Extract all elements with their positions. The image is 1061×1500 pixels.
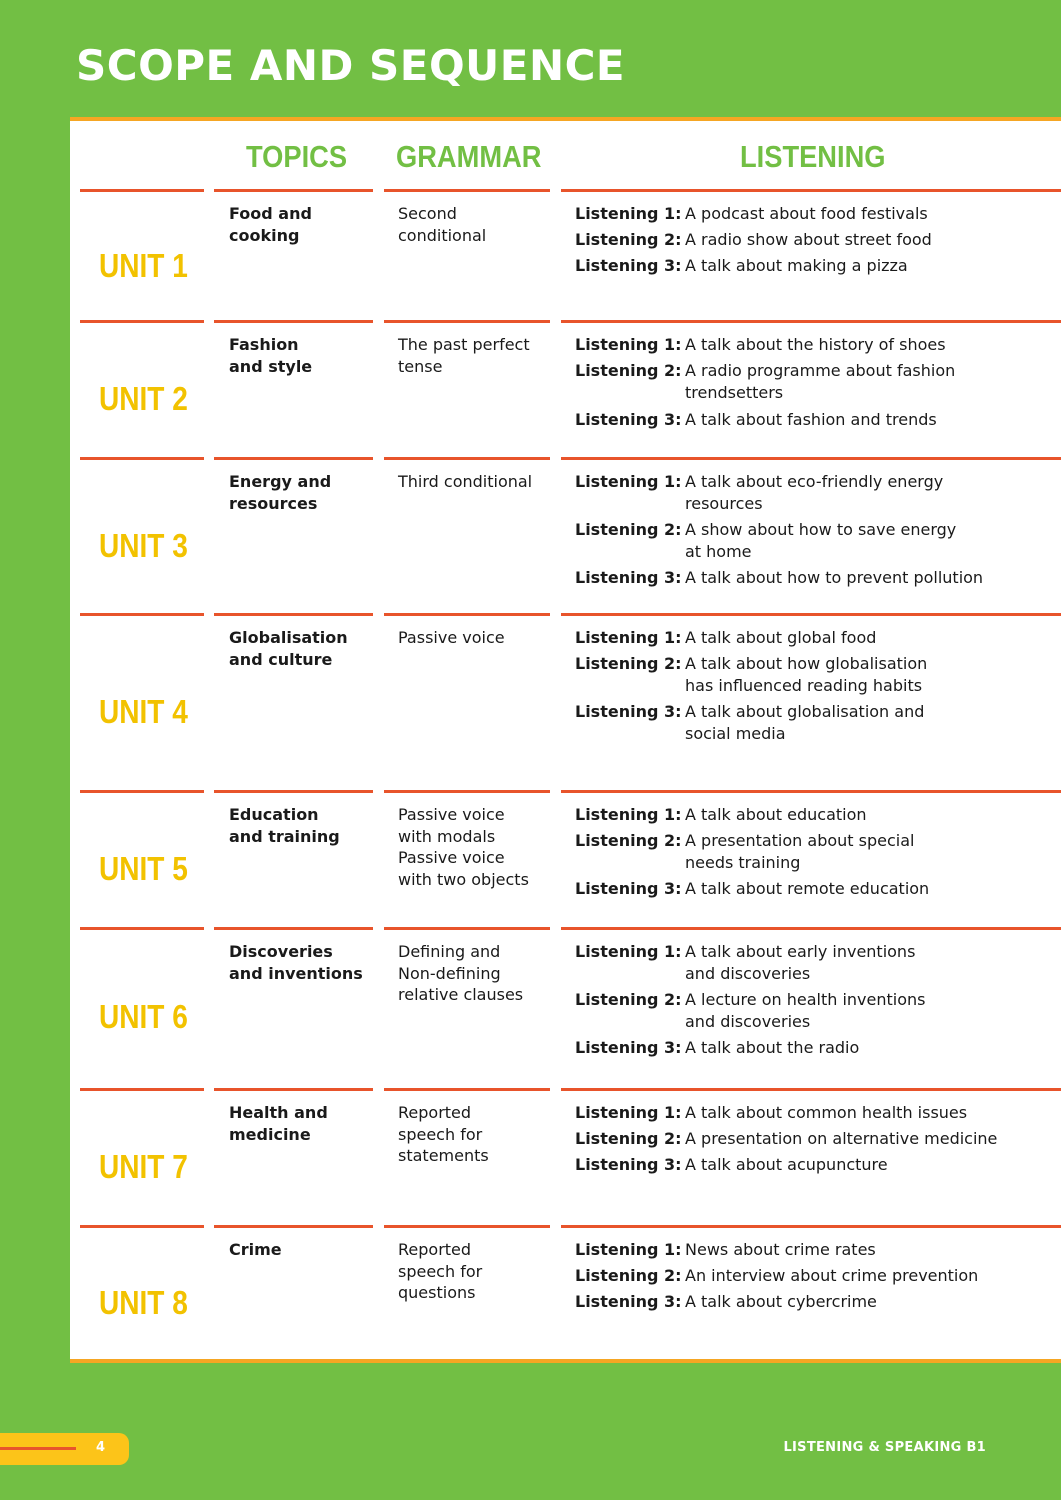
- scope-table: [70, 117, 1061, 1363]
- row-divider: [384, 457, 550, 460]
- listening-description: A talk about cybercrime: [685, 1292, 877, 1311]
- listening-item: [575, 1037, 1045, 1059]
- unit-label: UNIT 6: [99, 998, 188, 1035]
- page-title: SCOPE AND SEQUENCE: [76, 41, 626, 90]
- listening-item: [575, 229, 1045, 251]
- listening-label: Listening 1:: [575, 1240, 682, 1259]
- grammar-cell: Reported speech for questions: [398, 1240, 483, 1302]
- unit-label: UNIT 5: [99, 850, 188, 887]
- listening-description: An interview about crime prevention: [685, 1266, 979, 1285]
- listening-label: Listening 3:: [575, 702, 682, 721]
- grammar-cell: Third conditional: [398, 472, 533, 491]
- row-divider: [214, 927, 373, 930]
- row-divider: [384, 613, 550, 616]
- listening-description: A talk about making a pizza: [685, 256, 908, 275]
- row-divider: [384, 790, 550, 793]
- listening-label: Listening 1:: [575, 628, 682, 647]
- listening-label: Listening 3:: [575, 1155, 682, 1174]
- row-divider: [561, 927, 1061, 930]
- listening-item: [575, 471, 1045, 514]
- unit-label: UNIT 4: [99, 693, 188, 730]
- listening-item: [575, 1291, 1045, 1313]
- listening-label: Listening 3:: [575, 410, 682, 429]
- row-divider: [214, 1088, 373, 1091]
- listening-label: Listening 1:: [575, 472, 682, 491]
- listening-description: A podcast about food festivals: [685, 204, 928, 223]
- listening-item: [575, 1239, 1045, 1261]
- listening-label: Listening 2:: [575, 361, 682, 380]
- listening-item: [575, 989, 1045, 1032]
- row-divider: [384, 1225, 550, 1228]
- row-divider: [561, 1225, 1061, 1228]
- listening-label: Listening 2:: [575, 1129, 682, 1148]
- listening-label: Listening 1:: [575, 204, 682, 223]
- unit-label: UNIT 8: [99, 1284, 188, 1321]
- topic-cell: Food and cooking: [229, 204, 312, 245]
- listening-description: A talk about global food: [685, 628, 877, 647]
- row-divider: [384, 927, 550, 930]
- topic-cell: Globalisation and culture: [229, 628, 348, 669]
- tab-divider: [0, 1447, 76, 1450]
- listening-description: A presentation on alternative medicine: [685, 1129, 998, 1148]
- listening-description: A talk about the history of shoes: [685, 335, 946, 354]
- listening-label: Listening 1:: [575, 942, 682, 961]
- topic-cell: Energy and resources: [229, 472, 332, 513]
- listening-description: A lecture on health inventions and discoveries: [685, 990, 926, 1031]
- listening-description: News about crime rates: [685, 1240, 876, 1259]
- row-divider: [80, 790, 204, 793]
- listening-label: Listening 3:: [575, 879, 682, 898]
- topic-cell: Crime: [229, 1240, 282, 1259]
- listening-description: A show about how to save energy at home: [685, 520, 957, 561]
- row-divider: [214, 189, 373, 192]
- row-divider: [80, 927, 204, 930]
- row-divider: [80, 1225, 204, 1228]
- row-divider: [561, 457, 1061, 460]
- listening-description: A radio programme about fashion trendsetters: [685, 361, 956, 402]
- listening-item: [575, 255, 1045, 277]
- unit-label: UNIT 1: [99, 247, 188, 284]
- unit-label: UNIT 7: [99, 1148, 188, 1185]
- listening-item: [575, 203, 1045, 225]
- listening-label: Listening 1:: [575, 805, 682, 824]
- listening-label: Listening 1:: [575, 335, 682, 354]
- listening-item: [575, 334, 1045, 356]
- listening-item: [575, 360, 1045, 403]
- row-divider: [384, 189, 550, 192]
- row-divider: [561, 320, 1061, 323]
- header-listening: LISTENING: [740, 139, 886, 174]
- topic-cell: Fashion and style: [229, 335, 313, 376]
- listening-label: Listening 2:: [575, 230, 682, 249]
- listening-description: A talk about fashion and trends: [685, 410, 937, 429]
- listening-label: Listening 1:: [575, 1103, 682, 1122]
- grammar-cell: Second conditional: [398, 204, 487, 245]
- listening-label: Listening 3:: [575, 1038, 682, 1057]
- listening-item: [575, 830, 1045, 873]
- row-divider: [80, 189, 204, 192]
- header-topics: TOPICS: [246, 139, 348, 174]
- row-divider: [384, 1088, 550, 1091]
- listening-item: [575, 701, 1045, 744]
- listening-description: A talk about how globalisation has influenced reading habits: [685, 654, 928, 695]
- listening-item: [575, 1265, 1045, 1287]
- header-grammar: GRAMMAR: [396, 139, 542, 174]
- row-divider: [214, 457, 373, 460]
- listening-label: Listening 3:: [575, 256, 682, 275]
- grammar-cell: The past perfect tense: [398, 335, 530, 376]
- grammar-cell: Defining and Non-defining relative clauses: [398, 942, 524, 1004]
- row-divider: [214, 320, 373, 323]
- listening-description: A talk about eco-friendly energy resources: [685, 472, 944, 513]
- topic-cell: Education and training: [229, 805, 340, 846]
- row-divider: [214, 790, 373, 793]
- listening-description: A talk about acupuncture: [685, 1155, 888, 1174]
- listening-item: [575, 1154, 1045, 1176]
- row-divider: [80, 613, 204, 616]
- listening-description: A radio show about street food: [685, 230, 932, 249]
- listening-description: A talk about globalisation and social media: [685, 702, 925, 743]
- listening-label: Listening 2:: [575, 520, 682, 539]
- listening-item: [575, 519, 1045, 562]
- row-divider: [561, 613, 1061, 616]
- listening-item: [575, 567, 1045, 589]
- row-divider: [80, 320, 204, 323]
- page-number-tab: [0, 1433, 129, 1465]
- listening-description: A presentation about special needs training: [685, 831, 915, 872]
- listening-item: [575, 1102, 1045, 1124]
- unit-label: UNIT 3: [99, 527, 188, 564]
- listening-description: A talk about education: [685, 805, 867, 824]
- listening-label: Listening 2:: [575, 831, 682, 850]
- unit-label: UNIT 2: [99, 380, 188, 417]
- listening-description: A talk about common health issues: [685, 1103, 968, 1122]
- row-divider: [80, 457, 204, 460]
- listening-item: [575, 627, 1045, 649]
- listening-label: Listening 3:: [575, 568, 682, 587]
- listening-label: Listening 3:: [575, 1292, 682, 1311]
- row-divider: [214, 1225, 373, 1228]
- page-number: 4: [96, 1440, 106, 1455]
- listening-description: A talk about remote education: [685, 879, 930, 898]
- grammar-cell: Passive voice: [398, 628, 505, 647]
- listening-label: Listening 2:: [575, 990, 682, 1009]
- listening-description: A talk about early inventions and discoveries: [685, 942, 916, 983]
- grammar-cell: Passive voice with modals Passive voice with two objects: [398, 805, 529, 889]
- listening-item: [575, 1128, 1045, 1150]
- listening-description: A talk about the radio: [685, 1038, 860, 1057]
- row-divider: [561, 1088, 1061, 1091]
- topic-cell: Health and medicine: [229, 1103, 328, 1144]
- listening-item: [575, 878, 1045, 900]
- row-divider: [384, 320, 550, 323]
- topic-cell: Discoveries and inventions: [229, 942, 363, 983]
- row-divider: [80, 1088, 204, 1091]
- listening-item: [575, 804, 1045, 826]
- listening-item: [575, 941, 1045, 984]
- row-divider: [214, 613, 373, 616]
- listening-description: A talk about how to prevent pollution: [685, 568, 984, 587]
- listening-label: Listening 2:: [575, 1266, 682, 1285]
- row-divider: [561, 790, 1061, 793]
- listening-label: Listening 2:: [575, 654, 682, 673]
- book-title: LISTENING & SPEAKING B1: [783, 1440, 986, 1455]
- listening-item: [575, 653, 1045, 696]
- grammar-cell: Reported speech for statements: [398, 1103, 489, 1165]
- listening-item: [575, 409, 1045, 431]
- row-divider: [561, 189, 1061, 192]
